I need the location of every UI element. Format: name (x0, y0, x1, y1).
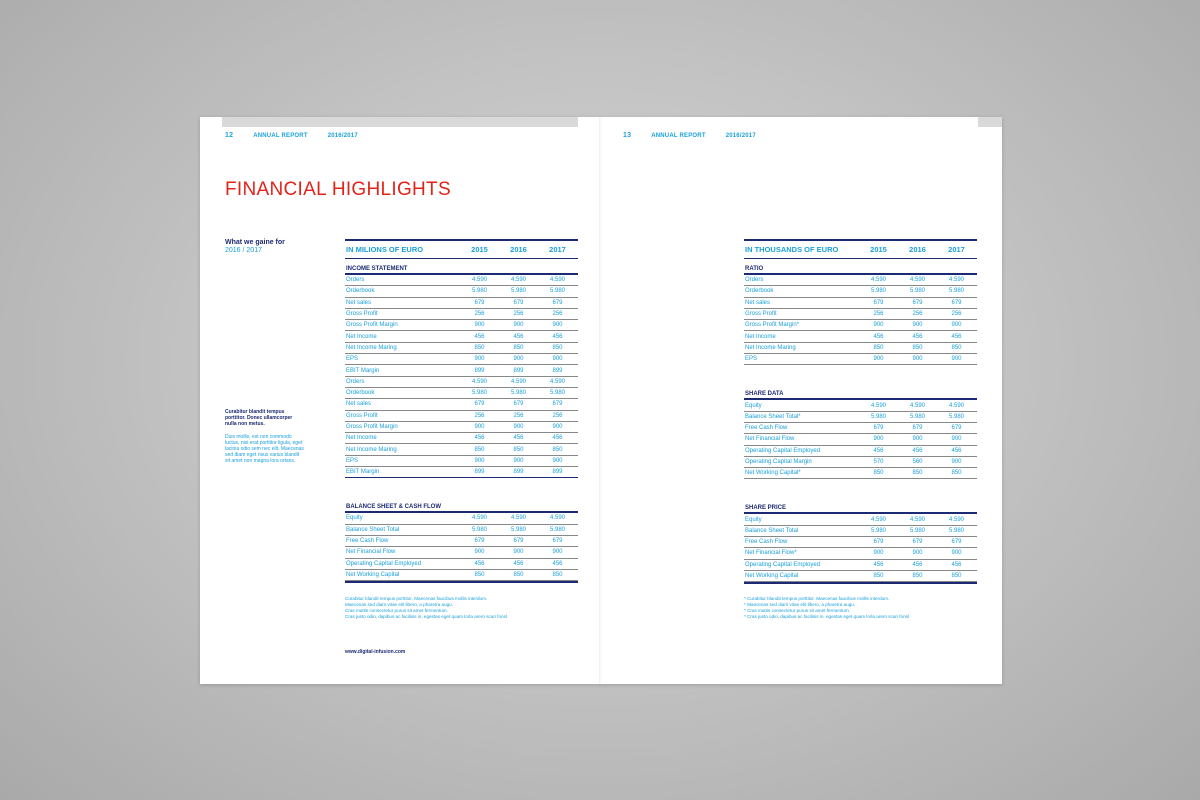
year-header: 2017 (948, 245, 965, 254)
row-label: Net Financial Flow (346, 549, 396, 556)
row-value: 850 (951, 470, 962, 477)
row-value: 456 (873, 561, 884, 568)
row-value: 5.980 (549, 288, 565, 295)
row-label: EPS (745, 356, 758, 363)
row-value: 456 (912, 333, 923, 340)
table-row (744, 298, 977, 309)
table-row (744, 537, 977, 548)
footnotes (744, 596, 984, 620)
table-row (345, 320, 578, 331)
year-header: 2016 (909, 245, 926, 254)
row-value: 570 (873, 459, 884, 465)
row-value: 4.590 (870, 402, 886, 409)
row-label: Operating Capital Employed (745, 561, 821, 568)
footnote-line: * Cras mattis consectetur purus sit amet fermentum. (744, 608, 850, 613)
section-title: SHARE PRICE (744, 501, 977, 514)
row-value: 4.590 (948, 277, 964, 284)
table-row (744, 412, 977, 423)
row-value: 456 (474, 435, 485, 442)
row-label: Operating Capital Margin (745, 459, 812, 465)
row-value: 5.980 (471, 288, 487, 295)
row-label: Balance Sheet Total* (745, 413, 801, 420)
row-value: 679 (513, 401, 524, 408)
side-heading-sub: 2016 / 2017 (225, 247, 262, 254)
row-value: 5.980 (510, 288, 526, 295)
side-heading-title: What we gaine for (225, 239, 285, 246)
row-label: Net sales (346, 401, 372, 408)
row-label: Balance Sheet Total (745, 527, 799, 534)
footnote-line: Maecenas sed diam vitae elit libero, a pharetra augu. (345, 602, 454, 607)
table-row (345, 456, 578, 467)
row-label: Orderbook (346, 288, 375, 295)
table-row (345, 433, 578, 444)
row-value: 900 (951, 436, 962, 443)
row-label: EPS (346, 356, 359, 363)
row-label: Orders (346, 378, 365, 385)
row-label: Gross Profit Margin* (745, 322, 800, 329)
table-row (345, 286, 578, 297)
running-head-year: 2016/2017 (725, 133, 756, 139)
footnote-line: * Maecenas sed diam vitae elit libero, a pharetra augu. (744, 602, 856, 607)
row-value: 900 (474, 424, 485, 430)
row-value: 900 (873, 550, 884, 557)
table-row (345, 422, 578, 433)
table-header-label: IN THOUSANDS OF EURO (745, 245, 839, 254)
row-value: 900 (951, 356, 962, 363)
row-value: 850 (474, 571, 485, 578)
row-value: 850 (912, 344, 923, 351)
table-row (744, 343, 977, 354)
row-value: 456 (912, 561, 923, 568)
section-title: INCOME STATEMENT (345, 262, 578, 275)
table-row (744, 286, 977, 297)
row-label: Balance Sheet Total (346, 526, 400, 533)
row-value: 256 (873, 311, 884, 318)
side-heading (225, 239, 285, 255)
row-value: 5.980 (909, 527, 925, 534)
row-label: Net Income (745, 333, 776, 340)
row-value: 900 (513, 356, 524, 363)
row-value: 256 (552, 412, 563, 419)
table-row (744, 400, 977, 411)
row-value: 456 (552, 560, 563, 567)
row-label: Net sales (745, 299, 771, 306)
table-row (744, 331, 977, 342)
table-row (744, 560, 977, 571)
row-value: 900 (951, 459, 962, 465)
row-value: 679 (552, 401, 563, 408)
row-value: 679 (873, 425, 884, 432)
row-value: 850 (513, 446, 524, 453)
row-value: 850 (873, 470, 884, 477)
section-gap (744, 365, 977, 384)
row-value: 456 (513, 435, 524, 442)
row-value: 899 (474, 469, 485, 476)
section-title: RATIO (744, 262, 977, 275)
section-title: BALANCE SHEET & CASH FLOW (345, 500, 578, 513)
report-spread (200, 117, 1002, 684)
row-value: 900 (951, 550, 962, 557)
row-value: 900 (513, 322, 524, 329)
row-value: 679 (873, 299, 884, 306)
row-value: 456 (873, 447, 884, 454)
row-value: 4.590 (549, 515, 565, 522)
table-row (345, 570, 578, 581)
row-label: EBIT Margin (346, 469, 380, 476)
row-label: Net Working Capital (745, 573, 799, 580)
table-row (345, 275, 578, 286)
row-value: 900 (951, 322, 962, 329)
row-value: 4.590 (549, 378, 565, 385)
row-label: Net Working Capital (346, 571, 400, 578)
row-value: 256 (474, 311, 485, 318)
row-label: Operating Capital Employed (346, 560, 422, 567)
row-value: 900 (873, 436, 884, 443)
row-value: 900 (474, 356, 485, 363)
row-label: Net Income Maring (745, 344, 796, 351)
table-row (744, 434, 977, 445)
table-section (345, 262, 578, 478)
row-value: 900 (474, 457, 485, 464)
row-value: 850 (513, 571, 524, 578)
row-value: 679 (552, 538, 563, 545)
row-label: Gross Profit Margin (346, 322, 398, 329)
row-label: Orderbook (745, 288, 774, 295)
row-value: 256 (474, 412, 485, 419)
table-section (744, 262, 977, 365)
table-row (345, 343, 578, 354)
row-value: 679 (474, 299, 485, 306)
row-label: Free Cash Flow (346, 538, 389, 545)
year-header: 2015 (471, 245, 488, 254)
row-value: 5.980 (510, 526, 526, 533)
table-row (345, 525, 578, 536)
row-value: 679 (912, 539, 923, 546)
row-value: 850 (951, 573, 962, 580)
table-bottom-rule (345, 581, 578, 583)
row-value: 5.980 (870, 288, 886, 295)
row-value: 900 (513, 457, 524, 464)
table-bottom-rule (744, 582, 977, 584)
side-note-body: Duis mollis, est non commodo luctus, nisi erat porttitor ligula, eget lacinia odio sem nec elit. Maecenas sed diam eget risus varius blandit sit amet non magna lora ortans. (225, 434, 304, 464)
financial-table (744, 239, 977, 584)
row-value: 899 (513, 367, 524, 374)
row-value: 850 (873, 573, 884, 580)
row-value: 5.980 (870, 527, 886, 534)
footnote-line: Cras mattis consectetur purus sit amet fermentum. (345, 608, 448, 613)
row-label: Gross Profit (346, 412, 378, 419)
row-value: 679 (951, 539, 962, 546)
row-value: 850 (474, 344, 485, 351)
row-label: Net Income (346, 333, 377, 340)
row-label: Net sales (346, 299, 372, 306)
row-value: 4.590 (471, 515, 487, 522)
section-gap (345, 478, 578, 497)
row-label: Gross Profit (346, 311, 378, 318)
running-head (623, 132, 756, 139)
row-value: 5.980 (909, 288, 925, 295)
row-value: 679 (474, 401, 485, 408)
row-value: 256 (552, 311, 563, 318)
row-value: 899 (513, 469, 524, 476)
row-label: Net Financial Flow (745, 436, 795, 443)
row-value: 4.590 (870, 277, 886, 284)
row-value: 456 (951, 561, 962, 568)
row-value: 456 (474, 560, 485, 567)
table-row (345, 388, 578, 399)
row-label: Net Income (346, 435, 377, 442)
table-row (345, 513, 578, 524)
row-value: 456 (951, 333, 962, 340)
row-value: 456 (873, 333, 884, 340)
row-value: 4.590 (909, 277, 925, 284)
row-value: 5.980 (870, 413, 886, 420)
row-value: 256 (513, 412, 524, 419)
table-header-row (744, 241, 977, 259)
table-header-row (345, 241, 578, 259)
row-label: Gross Profit Margin (346, 424, 398, 430)
footnote-line: * Curabitur blandit tempus porttitor. Maecenas faucibus mollis interdum. (744, 596, 890, 601)
row-value: 4.590 (870, 516, 886, 523)
row-value: 900 (873, 322, 884, 329)
table-row (744, 309, 977, 320)
table-section (345, 500, 578, 581)
row-label: Net Working Capital* (745, 470, 801, 477)
row-value: 899 (552, 367, 563, 374)
running-head-title: ANNUAL REPORT (253, 133, 308, 139)
row-value: 5.980 (549, 390, 565, 397)
row-value: 900 (912, 550, 923, 557)
table-row (744, 548, 977, 559)
page-number: 13 (623, 132, 632, 139)
row-value: 256 (513, 311, 524, 318)
row-value: 900 (552, 322, 563, 329)
footnote-line: Cras justo odio, dapibus ac facilisis in, egestas eget quam lorla arero scari fonsl (345, 614, 507, 619)
header-bar (222, 117, 578, 127)
table-row (744, 320, 977, 331)
row-value: 256 (912, 311, 923, 318)
row-value: 5.980 (948, 527, 964, 534)
row-value: 899 (552, 469, 563, 476)
row-value: 679 (513, 538, 524, 545)
section-gap (744, 479, 977, 498)
row-value: 900 (552, 457, 563, 464)
row-value: 4.590 (510, 515, 526, 522)
table-row (744, 423, 977, 434)
row-value: 5.980 (948, 413, 964, 420)
row-value: 679 (951, 299, 962, 306)
right-page (601, 117, 1002, 684)
row-value: 900 (552, 424, 563, 430)
side-note-lead: Curabitur blandit tempus porttitor. Donec ullamcorper nulla non metus. (225, 409, 293, 427)
row-value: 679 (873, 539, 884, 546)
row-value: 5.980 (510, 390, 526, 397)
row-value: 900 (552, 356, 563, 363)
row-value: 679 (474, 538, 485, 545)
row-value: 456 (513, 560, 524, 567)
row-value: 850 (873, 344, 884, 351)
row-label: Orderbook (346, 390, 375, 397)
year-header: 2015 (870, 245, 887, 254)
row-value: 4.590 (948, 402, 964, 409)
row-value: 256 (951, 311, 962, 318)
row-value: 850 (552, 446, 563, 453)
row-value: 900 (513, 424, 524, 430)
table-header-label: IN MILIONS OF EURO (346, 245, 424, 254)
row-value: 456 (474, 333, 485, 340)
table-row (744, 514, 977, 525)
row-label: Equity (745, 516, 762, 523)
row-value: 5.980 (909, 413, 925, 420)
running-head (225, 132, 358, 139)
row-label: Net Income Maring (346, 344, 397, 351)
row-value: 4.590 (471, 277, 487, 284)
table-section (744, 387, 977, 479)
row-label: EPS (346, 457, 359, 464)
row-value: 560 (912, 459, 923, 465)
row-value: 900 (912, 322, 923, 329)
table-row (345, 467, 578, 478)
row-value: 4.590 (909, 516, 925, 523)
table-row (345, 331, 578, 342)
table-row (744, 571, 977, 582)
running-head-title: ANNUAL REPORT (651, 133, 706, 139)
table-row (345, 411, 578, 422)
row-value: 850 (912, 470, 923, 477)
row-value: 679 (912, 425, 923, 432)
row-value: 679 (513, 299, 524, 306)
table-row (345, 536, 578, 547)
row-value: 900 (552, 549, 563, 556)
row-label: Free Cash Flow (745, 539, 788, 546)
row-value: 900 (474, 549, 485, 556)
row-value: 5.980 (471, 526, 487, 533)
table-row (744, 468, 977, 479)
row-value: 900 (912, 436, 923, 443)
row-value: 850 (513, 344, 524, 351)
row-label: Net Financial Flow* (745, 550, 797, 557)
row-value: 850 (552, 344, 563, 351)
row-value: 679 (951, 425, 962, 432)
row-value: 456 (552, 435, 563, 442)
row-label: Operating Capital Employed (745, 447, 821, 454)
table-row (345, 298, 578, 309)
side-note (225, 409, 305, 464)
row-label: EBIT Margin (346, 367, 380, 374)
row-label: Orders (745, 277, 764, 284)
row-value: 850 (474, 446, 485, 453)
year-header: 2017 (549, 245, 566, 254)
row-value: 4.590 (549, 277, 565, 284)
row-label: Orders (346, 277, 365, 284)
row-value: 679 (552, 299, 563, 306)
running-head-year: 2016/2017 (327, 133, 358, 139)
row-value: 900 (873, 356, 884, 363)
row-value: 456 (951, 447, 962, 454)
row-label: Free Cash Flow (745, 425, 788, 432)
header-bar (978, 117, 1002, 127)
table-row (744, 457, 977, 468)
year-header: 2016 (510, 245, 527, 254)
row-label: Net Income Maring (346, 446, 397, 453)
section-title: SHARE DATA (744, 387, 977, 400)
footnote-line: Curabitur blandit tempus porttitor. Maecenas faucibus mollis interdum. (345, 596, 488, 601)
row-label: Equity (745, 402, 762, 409)
row-value: 900 (513, 549, 524, 556)
row-value: 850 (951, 344, 962, 351)
row-value: 5.980 (948, 288, 964, 295)
row-label: Equity (346, 515, 363, 522)
row-value: 456 (513, 333, 524, 340)
page-number: 12 (225, 132, 234, 139)
table-row (744, 354, 977, 365)
row-value: 900 (474, 322, 485, 329)
table-row (345, 399, 578, 410)
table-row (345, 444, 578, 455)
footnotes (345, 596, 585, 620)
table-row (744, 446, 977, 457)
row-value: 5.980 (471, 390, 487, 397)
row-value: 4.590 (909, 402, 925, 409)
row-value: 4.590 (948, 516, 964, 523)
row-label: Gross Profit (745, 311, 777, 318)
table-row (345, 365, 578, 376)
row-value: 900 (912, 356, 923, 363)
financial-table (345, 239, 578, 583)
table-row (345, 354, 578, 365)
row-value: 679 (912, 299, 923, 306)
row-value: 4.590 (510, 277, 526, 284)
row-value: 899 (474, 367, 485, 374)
footer-url: www.digital-infusion.com (345, 649, 406, 655)
row-value: 5.980 (549, 526, 565, 533)
table-row (345, 309, 578, 320)
row-value: 850 (552, 571, 563, 578)
table-row (345, 559, 578, 570)
row-value: 456 (552, 333, 563, 340)
table-row (345, 547, 578, 558)
row-value: 850 (912, 573, 923, 580)
row-value: 456 (912, 447, 923, 454)
left-page (200, 117, 601, 684)
footnote-line: * Cras justo odio, dapibus ac facilisis in, egestas eget quam lorla arero scari fonsl (744, 614, 909, 619)
page-title: FINANCIAL HIGHLIGHTS (225, 179, 451, 200)
table-row (744, 526, 977, 537)
row-value: 4.590 (510, 378, 526, 385)
table-row (744, 275, 977, 286)
row-value: 4.590 (471, 378, 487, 385)
table-row (345, 377, 578, 388)
table-section (744, 501, 977, 582)
